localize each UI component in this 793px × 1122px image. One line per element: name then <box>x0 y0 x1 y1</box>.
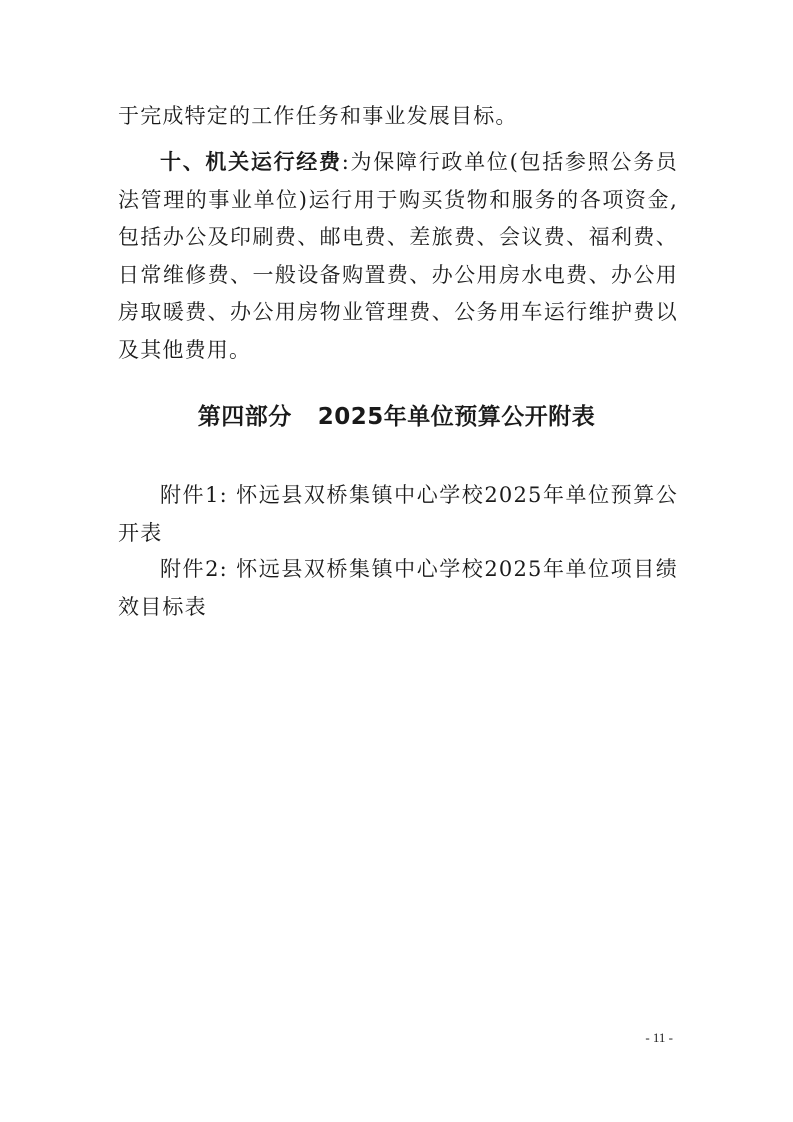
term-operating-expenses: 十、机关运行经费 <box>160 149 342 174</box>
paragraph-continuation: 于完成特定的工作任务和事业发展目标。 <box>118 104 518 128</box>
attachment-item-1: 附件1: 怀远县双桥集镇中心学校2025年单位预算公开表 <box>118 483 678 545</box>
attachment-item-2: 附件2: 怀远县双桥集镇中心学校2025年单位项目绩效目标表 <box>118 557 678 619</box>
paragraph-operating-expenses <box>118 143 678 369</box>
section-title: 2025年单位预算公开附表 <box>317 404 596 430</box>
definition-operating-expenses: :为保障行政单位(包括参照公务员法管理的事业单位)运行用于购买货物和服务的各项资金,包括办公及印刷费、邮电费、差旅费、会议费、福利费、日常维修费、一般设备购置费、办公用房水电费、办公用房取暖费、办公用房物业管理费、公务用车运行维护费以及其他费用。 <box>118 150 678 362</box>
section-heading <box>0 398 793 431</box>
section-part-label: 第四部分 <box>197 404 292 430</box>
page-number: - 11 - <box>645 1030 673 1045</box>
